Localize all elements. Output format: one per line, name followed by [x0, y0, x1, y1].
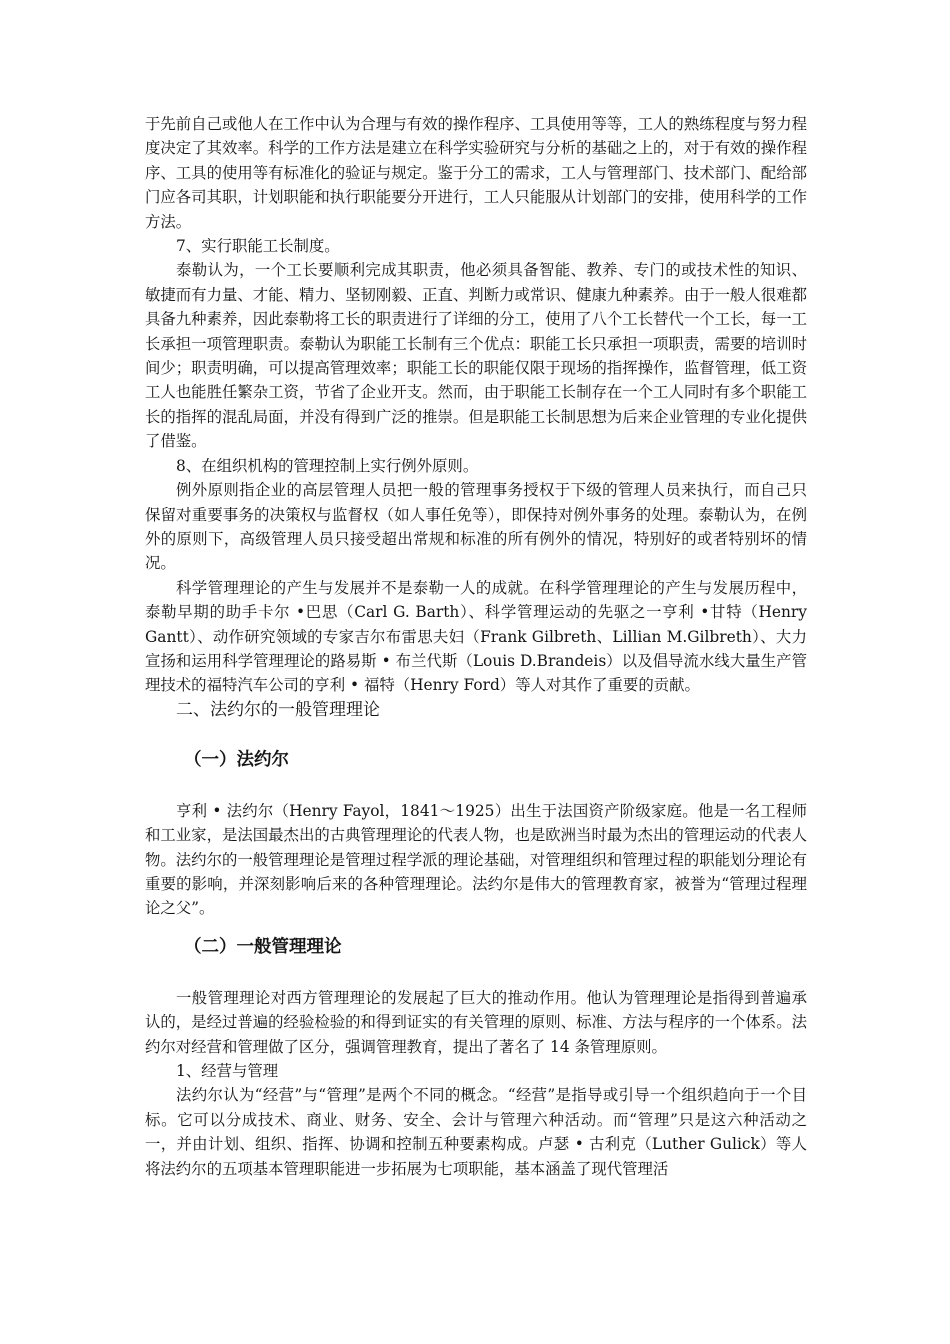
list-item-7: 7、实行职能工长制度。: [176, 237, 340, 256]
section-heading-fayol: 二、法约尔的一般管理理论: [176, 699, 380, 720]
paragraph-fayol-bio: 亨利 • 法约尔（Henry Fayol，1841～1925）出生于法国资产阶级家庭。他是一名工程师和工业家，是法国最杰出的古典管理理论的代表人物，也是欧洲当时最为杰出的管理运动的代表人物。法约尔的一般管理理论是管理过程学派的理论基础，对管理组织和管理过程的职能划分理论有重要的影响，并深刻影响后来的各种管理理论。法约尔是伟大的管理教育家，被誉为“管理过程理论之父”。: [145, 801, 807, 918]
subsection-heading-general-management: （二）一般管理理论: [184, 936, 342, 957]
paragraph-general-management: 一般管理理论对西方管理理论的发展起了巨大的推动作用。他认为管理理论是指得到普遍承认的，是经过普遍的经验检验的和得到证实的有关管理的原则、标准、方法与程序的一个体系。法约尔对经营和管理做了区分，强调管理教育，提出了著名了 14 条管理原则。: [145, 988, 807, 1056]
paragraph-functional-foreman: 泰勒认为，一个工长要顺利完成其职责，他必须具备智能、教养、专门的或技术性的知识、敏捷而有力量、才能、精力、坚韧刚毅、正直、判断力或常识、健康九种素养。由于一般人很难都具备九种素养，因此泰勒将工长的职责进行了详细的分工，使用了八个工长替代一个工长，每一工长承担一项管理职责。泰勒认为职能工长制有三个优点：职能工长只承担一项职责，需要的培训时间少；职责明确，可以提高管理效率；职能工长的职能仅限于现场的指挥操作，监督管理，低工资工人也能胜任繁杂工资，节省了企业开支。然而，由于职能工长制存在一个工人同时有多个职能工长的指挥的混乱局面，并没有得到广泛的推崇。但是职能工长制思想为后来企业管理的专业化提供了借鉴。: [145, 261, 807, 451]
list-item-1: 1、经营与管理: [176, 1062, 279, 1080]
list-item-8: 8、在组织机构的管理控制上实行例外原则。: [176, 456, 479, 475]
paragraph-contributors: 科学管理理论的产生与发展并不是泰勒一人的成就。在科学管理理论的产生与发展历程中，泰勒早期的助手卡尔 •巴思（Carl G. Barth）、科学管理运动的先驱之一亨利 •甘特（Henry Gantt）、动作研究领域的专家吉尔布雷思夫妇（Frank Gilbreth、Lillian M.Gilbreth）、大力宣扬和运用科学管理理论的路易斯 • 布兰代斯（Louis D.Brandeis）以及倡导流水线大量生产管理技术的福特汽车公司的亨利 • 福特（Henry Ford）等人对其作了重要的贡献。: [145, 578, 807, 695]
paragraph-continued: 于先前自己或他人在工作中认为合理与有效的操作程序、工具使用等等，工人的熟练程度与努力程度决定了其效率。科学的工作方法是建立在科学实验研究与分析的基础之上的，对于有效的操作程序、工具的使用等有标准化的验证与规定。鉴于分工的需求，工人与管理部门、技术部门、配给部门应各司其职，计划职能和执行职能要分开进行，工人只能服从计划部门的安排，使用科学的工作方法。: [145, 115, 807, 231]
paragraph-exception-principle: 例外原则指企业的高层管理人员把一般的管理事务授权于下级的管理人员来执行，而自己只保留对重要事务的决策权与监督权（如人事任免等），即保持对例外事务的处理。泰勒认为，在例外的原则下，高级管理人员只接受超出常规和标准的所有例外的情况，特别好的或者特别坏的情况。: [145, 481, 807, 573]
document-page: [145, 112, 807, 1181]
paragraph-operation-vs-management: 法约尔认为“经营”与“管理”是两个不同的概念。“经营”是指导或引导一个组织趋向于一个目标。它可以分成技术、商业、财务、安全、会计与管理六种活动。而“管理”只是这六种活动之一，并由计划、组织、指挥、协调和控制五种要素构成。卢瑟 • 古利克（Luther Gulick）等人将法约尔的五项基本管理职能进一步拓展为七项职能，基本涵盖了现代管理活: [145, 1086, 807, 1178]
subsection-heading-fayol: （一）法约尔: [184, 749, 289, 770]
